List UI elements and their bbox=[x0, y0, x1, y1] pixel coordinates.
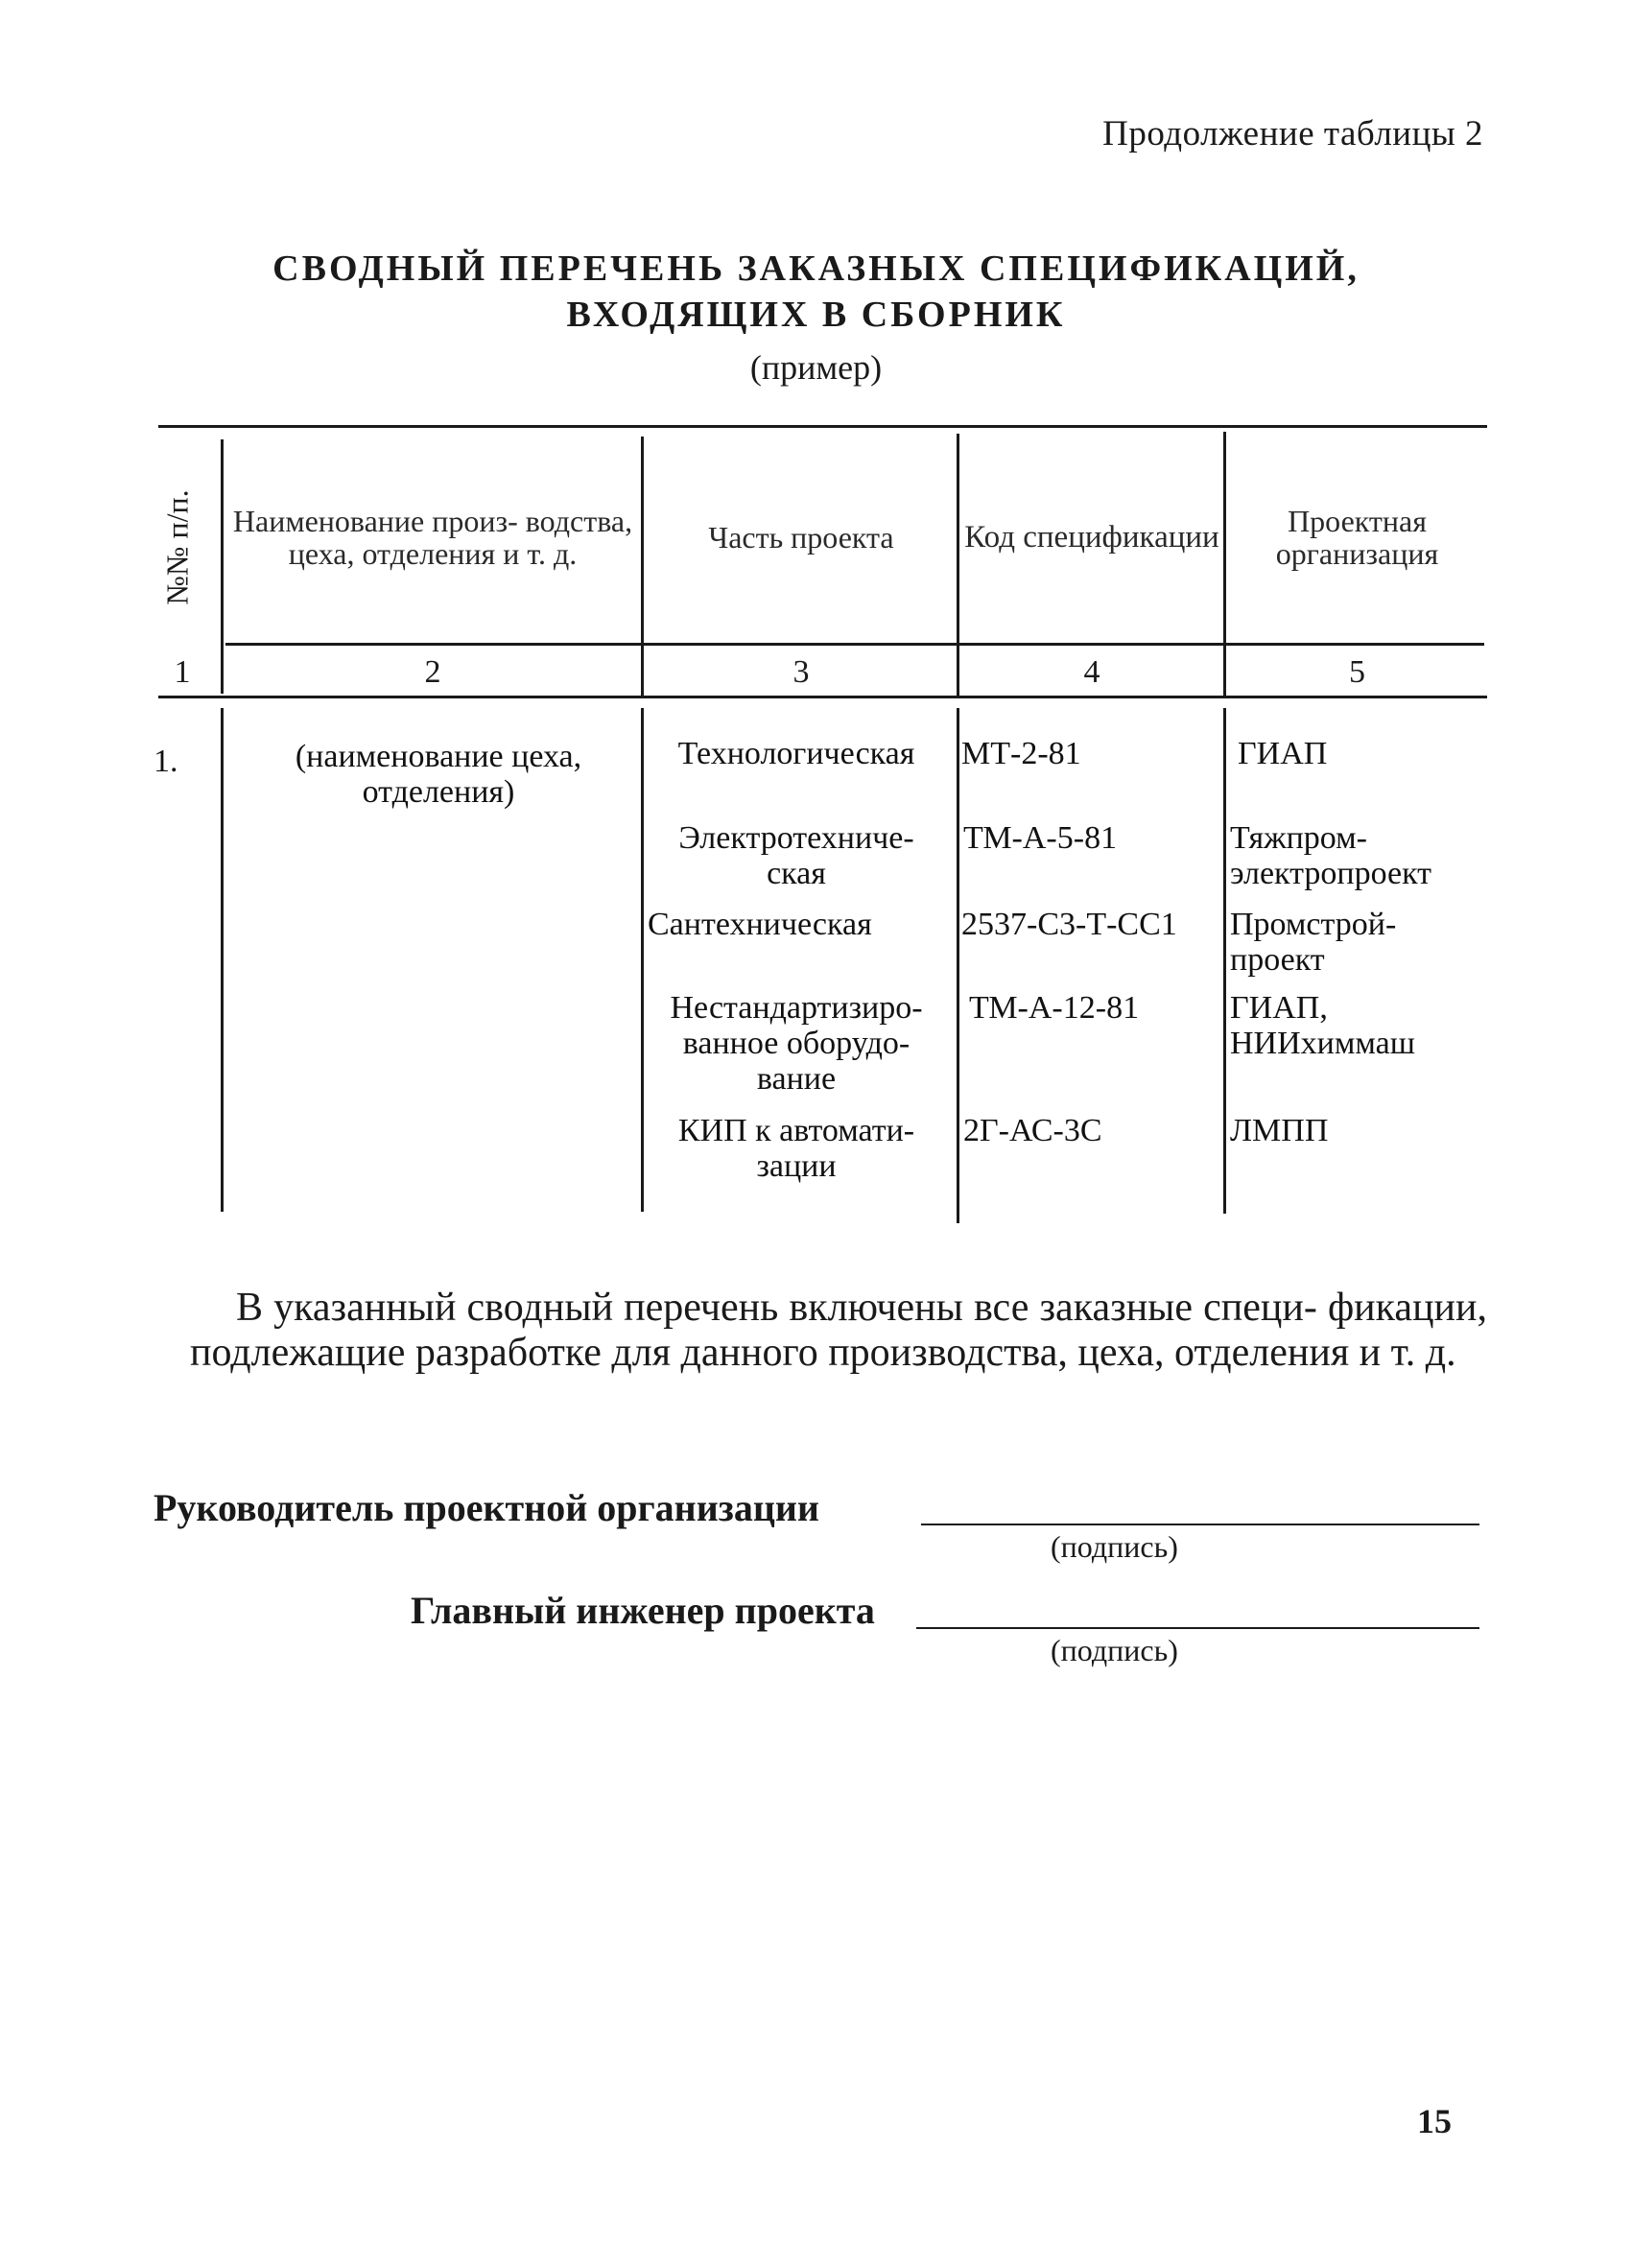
head-signature-label: Руководитель проектной организации bbox=[154, 1486, 819, 1529]
colnum-1: 1 bbox=[174, 654, 191, 690]
continuation-label: Продолжение таблицы 2 bbox=[1102, 114, 1483, 154]
colnum-4: 4 bbox=[1083, 654, 1100, 690]
engineer-signature-line bbox=[916, 1627, 1479, 1629]
table-vrule-1 bbox=[221, 439, 224, 694]
table-colnum-rule bbox=[158, 696, 1487, 698]
table-vrule-3 bbox=[957, 434, 959, 696]
header-number: №№ п/п. bbox=[159, 488, 195, 605]
row-number: 1. bbox=[154, 744, 178, 779]
document-title-line1: СВОДНЫЙ ПЕРЕЧЕНЬ ЗАКАЗНЫХ СПЕЦИФИКАЦИЙ, bbox=[272, 248, 1360, 289]
table-body-vrule-4 bbox=[1223, 708, 1226, 1214]
table-body-vrule-1 bbox=[221, 708, 224, 1212]
colnum-3: 3 bbox=[792, 654, 810, 690]
table-body-vrule-3 bbox=[957, 708, 959, 1223]
table-body-vrule-2 bbox=[641, 708, 644, 1212]
code-cell: МТ-2-81 bbox=[961, 736, 1081, 771]
code-cell: 2Г-АС-3С bbox=[963, 1113, 1102, 1148]
org-cell: ЛМПП bbox=[1230, 1113, 1329, 1148]
org-cell: ГИАП, НИИхиммаш bbox=[1230, 990, 1415, 1061]
code-cell: ТМ-А-12-81 bbox=[969, 990, 1140, 1026]
table-top-rule bbox=[158, 425, 1487, 428]
colnum-5: 5 bbox=[1349, 654, 1365, 690]
engineer-signature-label: Главный инженер проекта bbox=[411, 1589, 875, 1632]
row-name: (наименование цеха, отделения) bbox=[295, 739, 582, 810]
table-vrule-4 bbox=[1223, 432, 1226, 696]
part-cell: Технологическая bbox=[677, 736, 915, 771]
part-cell: КИП к автомати- зации bbox=[677, 1113, 915, 1184]
table-vrule-2 bbox=[641, 437, 644, 696]
engineer-signature-caption: (подпись) bbox=[1051, 1633, 1178, 1667]
header-name: Наименование произ- водства, цеха, отделения и т. д. bbox=[232, 504, 633, 571]
org-cell: ГИАП bbox=[1238, 736, 1328, 771]
head-signature-caption: (подпись) bbox=[1051, 1529, 1178, 1564]
code-cell: 2537-С3-Т-СС1 bbox=[961, 907, 1177, 942]
inclusion-note: В указанный сводный перечень включены все заказные специ- фикации, подлежащие разработке для данного производства, цеха, отделения и т. д. bbox=[190, 1286, 1487, 1375]
header-part: Часть проекта bbox=[708, 520, 894, 555]
org-cell: Тяжпром- электропроект bbox=[1230, 820, 1432, 891]
part-cell: Сантехническая bbox=[648, 907, 872, 942]
document-subtitle: (пример) bbox=[749, 348, 883, 387]
code-cell: ТМ-А-5-81 bbox=[963, 820, 1118, 856]
part-cell: Нестандартизиро- ванное оборудо- вание bbox=[670, 990, 923, 1097]
org-cell: Промстрой- проект bbox=[1230, 907, 1397, 978]
head-signature-line bbox=[921, 1524, 1479, 1525]
colnum-2: 2 bbox=[424, 654, 441, 690]
document-title-line2: ВХОДЯЩИХ В СБОРНИК bbox=[566, 295, 1066, 335]
header-org: Проектная организация bbox=[1275, 504, 1439, 571]
table-header-rule bbox=[225, 643, 1484, 646]
page-number: 15 bbox=[1417, 2102, 1452, 2140]
header-code: Код спецификации bbox=[964, 520, 1219, 555]
part-cell: Электротехниче- ская bbox=[678, 820, 914, 891]
